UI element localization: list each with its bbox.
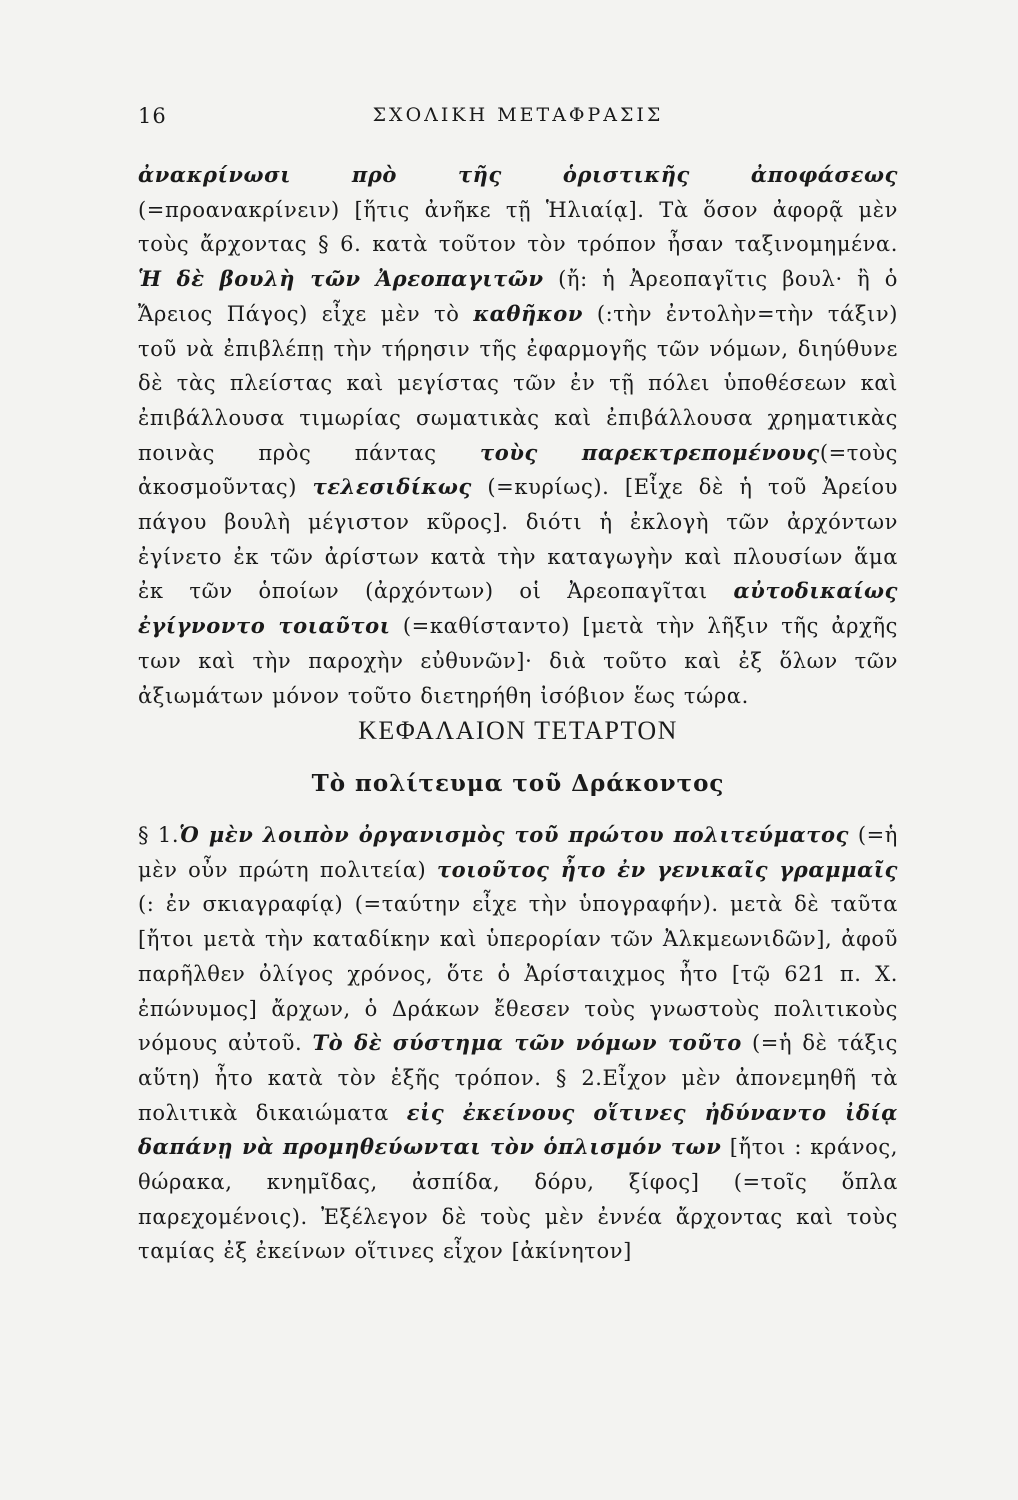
body-text: [ἤτοι : κράνος, θώρακα, κνημῖδας, ἀσπίδα, δόρυ, ξίφος] (=τοῖς ὅπλα παρεχομένοις). Ἐξέλεγον δὲ τοὺς μὲν ἐννέα ἄρχοντας καὶ τοὺς ταμίας ἐξ ἐκείνων οἵτινες εἶχον [ἀκίνητον] [138,1135,899,1264]
emphasis-text: τελεσιδίκως [312,474,472,500]
body-text: (=προανακρίνειν) [ἥτις ἀνῆκε τῇ Ἡλιαίᾳ]. Τὰ ὅσον ἀφορᾷ μὲν τοὺς ἄρχοντας § 6. κατὰ τοῦτον τὸν τρόπον ἦσαν ταξινομημένα. [138,197,898,257]
chapter-title: ΚΕΦΑΛΑΙΟΝ ΤΕΤΑΡΤΟΝ [358,716,678,745]
emphasis-text: Τὸ δὲ σύστημα τῶν νόμων τοῦτο [312,1030,742,1056]
emphasis-text: Ὁ μὲν λοιπὸν ὀργανισμὸς τοῦ πρώτου πολιτεύματος [179,822,849,847]
body-text: (=ἡ δὲ τάξις αὕτη) ἦτο κατὰ τὸν ἑξῆς τρόπον. § 2.Εἶχον μὲν ἀπονεμηθῆ τὰ πολιτικὰ δικαιώματα [138,1031,898,1125]
emphasis-text: Ἡ δὲ βουλὴ τῶν Ἀρεοπαγιτῶν [138,266,544,292]
emphasis-text: ἀνακρίνωσι πρὸ τῆς ὁριστικῆς ἀποφάσεως [138,162,898,187]
body-text: (: ἐν σκιαγραφίᾳ) (=ταύτην εἶχε τὴν ὑπογραφήν). μετὰ δὲ ταῦτα [ἤτοι μετὰ τὴν καταδίκην καὶ ὑπερορίαν τῶν Ἀλκμεωνιδῶν], ἀφοῦ παρῆλθεν ὀλίγος χρόνος, ὅτε ὁ Ἀρίσταιχμος ἦτο [τῷ 621 π. Χ. ἐπώνυμος] ἄρχων, ὁ Δράκων ἔθεσεν τοὺς γνωστοὺς πολιτικοὺς νόμους αὐτοῦ. [138,892,898,1056]
paragraph-draco [138,818,898,1269]
emphasis-text: εἰς ἐκείνους οἵτινες ἠδύναντο ἰδίᾳ δαπάνῃ νὰ προμηθεύωνται τὸν ὁπλισμόν των [138,1099,898,1160]
page-header [138,104,898,134]
paragraph-text [138,158,898,713]
running-title: ΣΧΟΛΙΚΗ ΜΕΤΑΦΡΑΣΙΣ [372,104,664,126]
body-text: (=τοὺς ἀκοσμοῦντας) [138,440,898,500]
body-text: (=ἡ μὲν οὖν πρώτη πολιτεία) [138,823,898,882]
section-marker: § 1. [138,823,180,847]
body-text: (=καθίσταντο) [μετὰ τὴν λῆξιν τῆς ἀρχῆς των καὶ τὴν παροχὴν εὐθυνῶν]· διὰ τοῦτο καὶ ἐξ ὅλων τῶν ἀξιωμάτων μόνον τοῦτο διετηρήθη ἰσόβιον ἕως τώρα. [138,614,898,708]
page-number: 16 [138,104,167,128]
emphasis-text: τοὺς παρεκτρεπομένους [479,439,820,465]
body-text: (:τὴν ἐντολὴν=τὴν τάξιν) τοῦ νὰ ἐπιβλέπῃ τὴν τήρησιν τῆς ἐφαρμογῆς τῶν νόμων, διηύθυνε δὲ τὰς πλείστας καὶ μεγίστας τῶν ἐν τῇ πόλει ὑποθέσεων καὶ ἐπιβάλλουσα τιμωρίας σωματικὰς καὶ ἐπιβάλλουσα χρηματικὰς ποινὰς πρὸς πάντας [138,301,898,465]
paragraph-areopagus [138,158,898,713]
emphasis-text: αὐτοδικαίως ἐγίγνοντο τοιαῦτοι [138,578,898,639]
emphasis-text: καθῆκον [473,300,584,326]
paragraph-text [138,818,898,1269]
body-text: (=κυρίως). [Εἶχε δὲ ἡ τοῦ Ἀρείου πάγου βουλὴ μέγιστον κῦρος]. διότι ἡ ἐκλογὴ τῶν ἀρχόντων ἐγίνετο ἐκ τῶν ἀρίστων κατὰ τὴν καταγωγὴν καὶ πλουσίων ἅμα ἐκ τῶν ὁποίων (ἀρχόντων) οἱ Ἀρεοπαγῖται [138,475,898,604]
emphasis-text: τοιοῦτος ἦτο ἐν γενικαῖς γραμμαῖς [436,856,898,882]
chapter-subtitle: Τὸ πολίτευμα τοῦ Δράκοντος [311,770,725,797]
body-text: (ἤ: ἡ Ἀρεοπαγῖτις βουλ· ἢ ὁ Ἄρειος Πάγος) εἶχε μὲν τὸ [138,267,898,326]
